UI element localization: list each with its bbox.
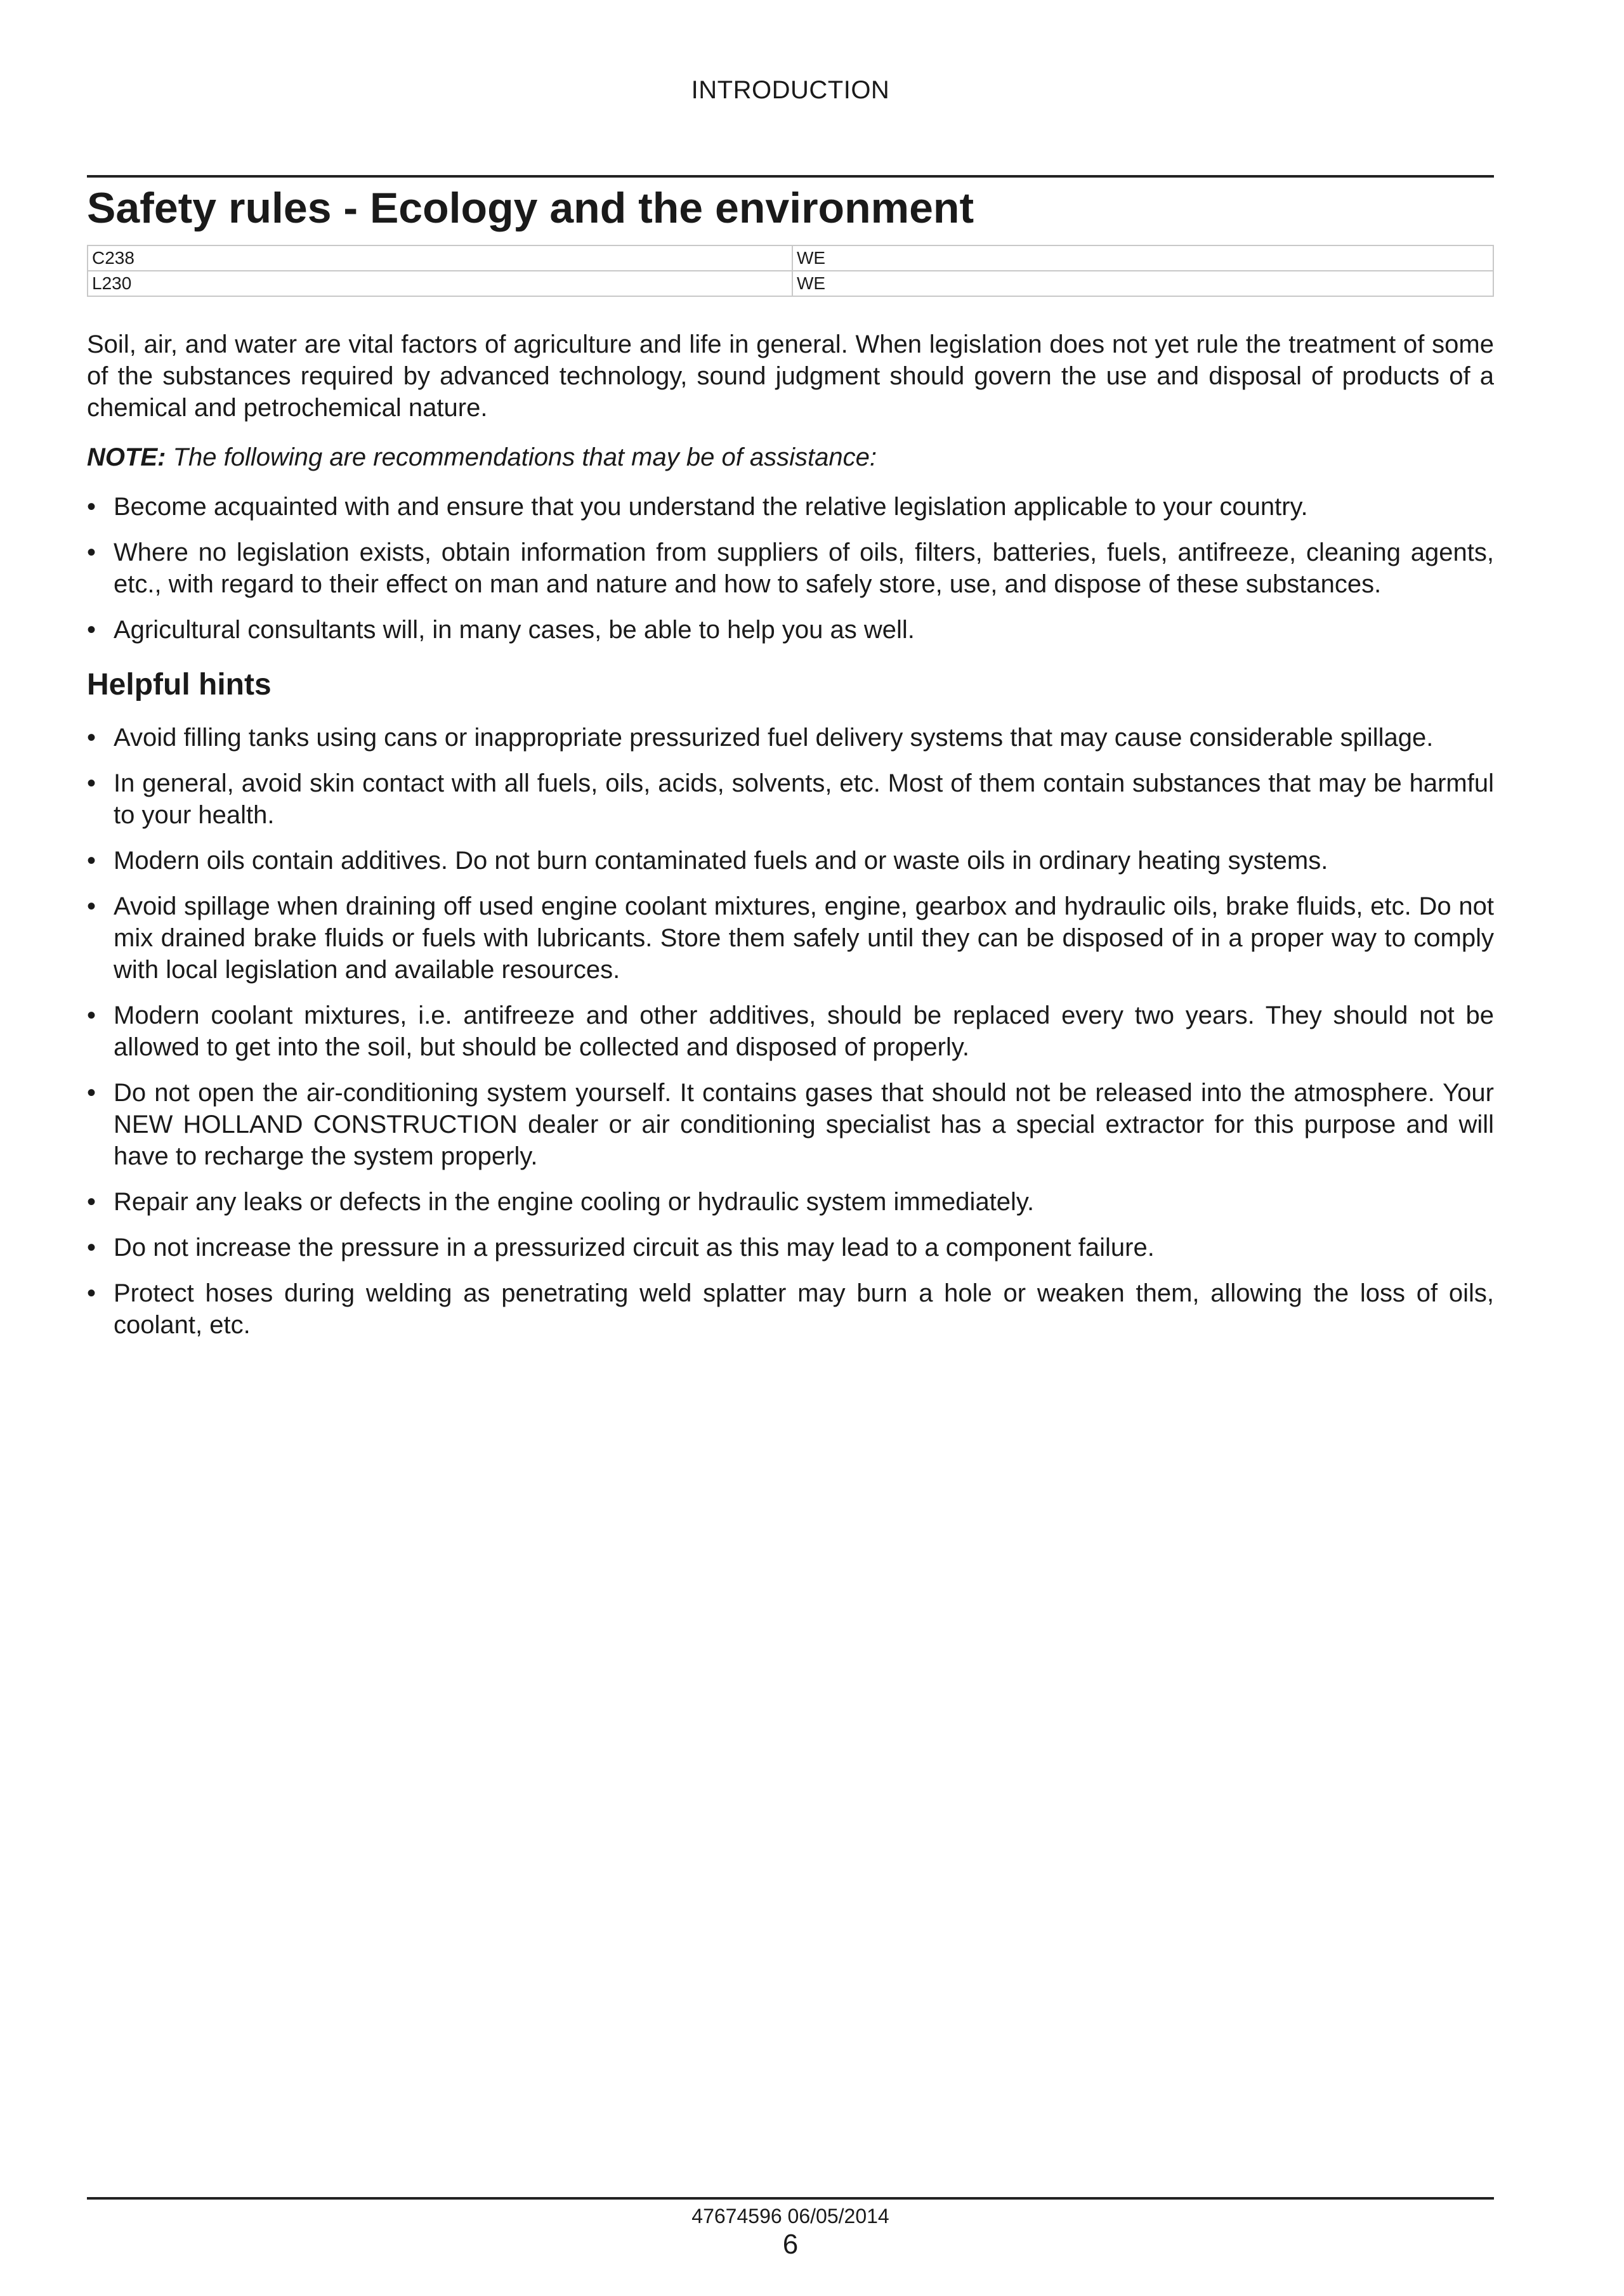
section-title: Safety rules - Ecology and the environment — [87, 184, 974, 232]
list-item — [87, 537, 1494, 600]
list-item-text: In general, avoid skin contact with all fuels, oils, acids, solvents, etc. Most of them contain substances that may be harmful to your health. — [114, 769, 1494, 829]
list-item — [87, 722, 1494, 753]
list-item-text: Avoid spillage when draining off used engine coolant mixtures, engine, gearbox and hydraulic oils, brake fluids, etc. Do not mix drained brake fluids or fuels with lubricants. Store them safely until they can be disposed of in a proper way to comply with local legislation and available resources. — [114, 892, 1494, 984]
bullet-icon: • — [87, 892, 96, 920]
bullet-icon: • — [87, 616, 96, 644]
bullet-icon: • — [87, 847, 96, 875]
list-item-text: Avoid filling tanks using cans or inappropriate pressurized fuel delivery systems that may cause considerable spillage. — [114, 724, 1434, 752]
title-rule — [87, 175, 1494, 178]
list-item — [87, 1186, 1494, 1218]
bullet-icon: • — [87, 1188, 96, 1216]
running-header: INTRODUCTION — [691, 76, 890, 104]
list-item-text: Modern coolant mixtures, i.e. antifreeze and other additives, should be replaced every two years. They should not be allowed to get into the soil, but should be collected and disposed of properly. — [114, 1001, 1494, 1061]
list-item-text: Modern oils contain additives. Do not burn contaminated fuels and or waste oils in ordinary heating systems. — [114, 847, 1328, 875]
note-label: NOTE: — [87, 443, 166, 471]
list-item — [87, 890, 1494, 986]
list-item-text: Become acquainted with and ensure that you understand the relative legislation applicable to your country. — [114, 493, 1308, 521]
footer-rule — [87, 2197, 1494, 2200]
list-item — [87, 845, 1494, 877]
region-cell: WE — [792, 271, 1493, 296]
bullet-icon: • — [87, 1079, 96, 1107]
list-item-text: Where no legislation exists, obtain information from suppliers of oils, filters, batteries, fuels, antifreeze, cleaning agents, etc., with regard to their effect on man and nature and how to safely store, use, and dispose of these substances. — [114, 538, 1494, 598]
note-text: The following are recommendations that may be of assistance: — [173, 443, 877, 471]
list-item — [87, 1077, 1494, 1172]
recommendations-list — [87, 491, 1494, 646]
model-cell: L230 — [88, 271, 792, 296]
bullet-icon: • — [87, 1234, 96, 1262]
list-item — [87, 1000, 1494, 1063]
list-item-text: Agricultural consultants will, in many cases, be able to help you as well. — [114, 616, 915, 644]
document-page — [87, 0, 1494, 2296]
applicability-table — [87, 245, 1494, 297]
list-item-text: Repair any leaks or defects in the engine cooling or hydraulic system immediately. — [114, 1188, 1035, 1216]
list-item — [87, 1277, 1494, 1341]
bullet-icon: • — [87, 493, 96, 521]
bullet-icon: • — [87, 1001, 96, 1029]
note-paragraph — [87, 441, 1494, 473]
helpful-hints-heading: Helpful hints — [87, 668, 272, 701]
bullet-icon: • — [87, 538, 96, 566]
document-number: 47674596 06/05/2014 — [691, 2205, 889, 2228]
applicability-row — [88, 245, 1493, 271]
list-item — [87, 614, 1494, 646]
page-number: 6 — [782, 2229, 799, 2260]
list-item — [87, 491, 1494, 523]
region-cell: WE — [792, 245, 1493, 271]
intro-paragraph: Soil, air, and water are vital factors of agriculture and life in general. When legislation does not yet rule the treatment of some of the substances required by advanced technology, sound judgment should govern the use and disposal of products of a chemical and petrochemical nature. — [87, 330, 1494, 422]
list-item-text: Do not open the air-conditioning system yourself. It contains gases that should not be released into the atmosphere. Your NEW HOLLAND CONSTRUCTION dealer or air conditioning specialist has a special extractor for this purpose and will have to recharge the system properly. — [114, 1079, 1494, 1170]
applicability-row — [88, 271, 1493, 296]
bullet-icon: • — [87, 769, 96, 797]
bullet-icon: • — [87, 724, 96, 752]
list-item — [87, 1232, 1494, 1263]
list-item-text: Protect hoses during welding as penetrating weld splatter may burn a hole or weaken them, allowing the loss of oils, coolant, etc. — [114, 1279, 1494, 1339]
list-item-text: Do not increase the pressure in a pressurized circuit as this may lead to a component failure. — [114, 1234, 1155, 1262]
hints-list — [87, 722, 1494, 1341]
model-cell: C238 — [88, 245, 792, 271]
body-content — [87, 329, 1494, 1355]
bullet-icon: • — [87, 1279, 96, 1307]
list-item — [87, 767, 1494, 831]
